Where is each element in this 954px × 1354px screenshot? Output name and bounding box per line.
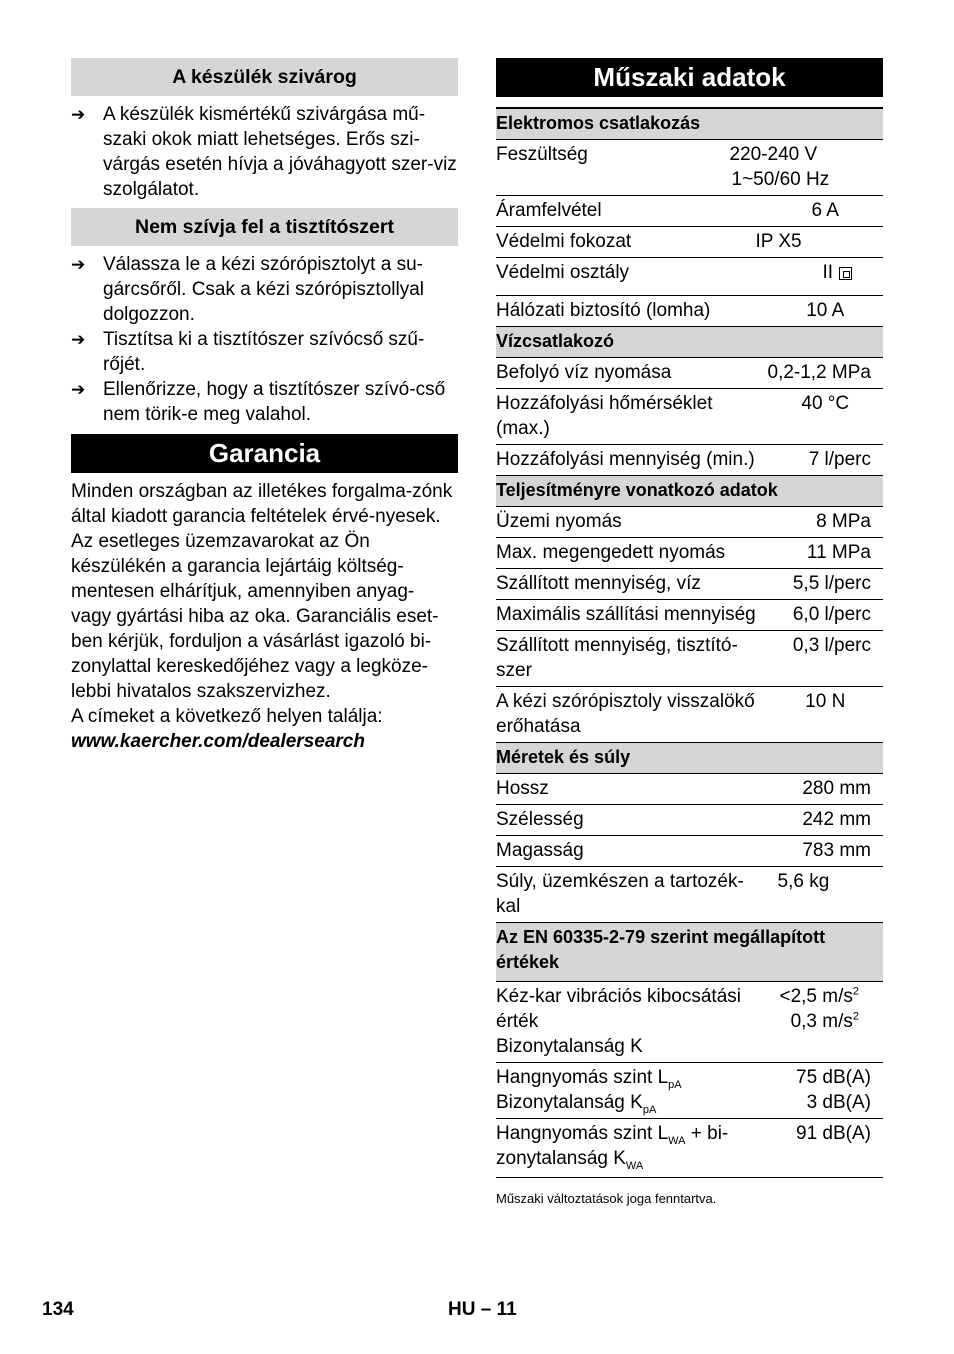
table-row: Védelmi osztály II [496,258,883,296]
vibration-uncertainty-label: Bizonytalanság K [496,1036,643,1057]
technical-changes-note: Műszaki változtatások joga fenntartva. [496,1191,717,1206]
table-row: Szállított mennyiség, tisztító-szer 0,3 l/perc [496,631,883,687]
lpa-value: 75 dB(A) [796,1067,871,1088]
table-section-row: Teljesítményre vonatkozó adatok [496,476,883,507]
kpa-label: Bizonytalanság $K_{pA}$ [496,1092,657,1116]
lpa-label: Hangnyomás szint $L_{pA}$ [496,1067,682,1091]
table-row: A kézi szórópisztoly visszalökő erőhatása 10 N [496,687,883,743]
list-item [71,252,458,327]
tech-data-heading: Műszaki adatok [496,58,883,97]
table-row: Feszültség 220-240 V 1~50/60 Hz [496,140,883,196]
kpa-value: 3 dB(A) [806,1092,871,1113]
table-section-row: Elektromos csatlakozás [496,108,883,140]
table-row: Maximális szállítási mennyiség 6,0 l/perc [496,600,883,631]
table-row: Magasság 783 mm [496,836,883,867]
table-row: Szállított mennyiség, víz 5,5 l/perc [496,569,883,600]
table-row: Súly, üzemkészen a tartozék-kal 5,6 kg [496,867,883,923]
list-item [71,327,458,377]
voltage-value: 220-240 V [729,144,818,165]
bullet-text: Ellenőrizze, hogy a tisztítószer szívó-cső nem törik-e meg valahol. [103,379,446,425]
detergent-heading: Nem szívja fel a tisztítószert [71,208,458,246]
bullet-text: Válassza le a kézi szórópisztolyt a su-gárcsőről. Csak a kézi szórópisztollyal dolgozzon. [103,254,425,325]
table-row: Max. megengedett nyomás 11 MPa [496,538,883,569]
table-row: Áramfelvétel 6 A [496,196,883,227]
table-row: Hálózati biztosító (lomha) 10 A [496,296,883,327]
section-label: HU – 11 [448,1299,517,1320]
arrow-right-icon: ➔ [71,380,86,399]
table-row: Hozzáfolyási hőmérséklet (max.) 40 °C [496,389,883,445]
garancia-paragraph: Minden országban az illetékes forgalma-zónk által kiadott garancia feltételek érvé-nyesek. Az esetleges üzemzavarokat az Ön készülékén a garancia lejártáig költség-mentesen elhárítjuk, amennyiben anyag- vagy gyártási hiba az oka. Garanciális eset-ben kérjük, forduljon a vásárlást igazoló bi-zonylattal kereskedőjéhez vagy a legköze-lebbi hivatalos szakszervizhez. [71,481,453,702]
list-item [71,102,458,202]
vibration-value: <2,5 $m/s^2$ [779,985,859,1007]
table-section-row: Vízcsatlakozó [496,327,883,358]
bullet-text: Tisztítsa ki a tisztítószer szívócső szű-rőjét. [103,329,425,375]
right-column [496,58,883,1211]
frequency-value: 1~50/60 Hz [731,169,830,190]
spec-table [496,107,883,1178]
list-item [71,377,458,427]
address-text: A címeket a következő helyen találja: [71,706,383,727]
leak-heading: A készülék szivárog [71,58,458,96]
table-section-row: Az EN 60335-2-79 szerint megállapított értékek [496,923,883,982]
dealer-link[interactable]: www.kaercher.com/dealersearch [71,731,365,752]
table-row: Hangnyomás szint $L_{WA}$ + bi-zonytalanság $K_{WA}$ 91 dB(A) [496,1119,883,1178]
table-row: Védelmi fokozat IP X5 [496,227,883,258]
table-row: Hozzáfolyási mennyiség (min.) 7 l/perc [496,445,883,476]
table-row: Üzemi nyomás 8 MPa [496,507,883,538]
left-column [71,58,458,754]
bullet-text: A készülék kismértékű szivárgása mű-szaki okok miatt lehetséges. Erős szi-várgás esetén hívja a jóváhagyott szer-viz szolgálatot. [103,104,457,200]
page-number: 134 [42,1299,74,1320]
arrow-right-icon: ➔ [71,255,86,274]
arrow-right-icon: ➔ [71,105,86,124]
table-row: Hossz 280 mm [496,774,883,805]
table-row [496,982,883,1063]
vibration-label: Kéz-kar vibrációs kibocsátási érték [496,986,741,1032]
table-section-row: Méretek és súly [496,743,883,774]
table-row: Szélesség 242 mm [496,805,883,836]
vibration-uncertainty-value: 0,3 $m/s^2$ [790,1010,859,1032]
table-row: Befolyó víz nyomása 0,2-1,2 MPa [496,358,883,389]
protection-class-icon [839,267,852,280]
arrow-right-icon: ➔ [71,330,86,349]
garancia-heading: Garancia [71,434,458,473]
table-row [496,1063,883,1119]
